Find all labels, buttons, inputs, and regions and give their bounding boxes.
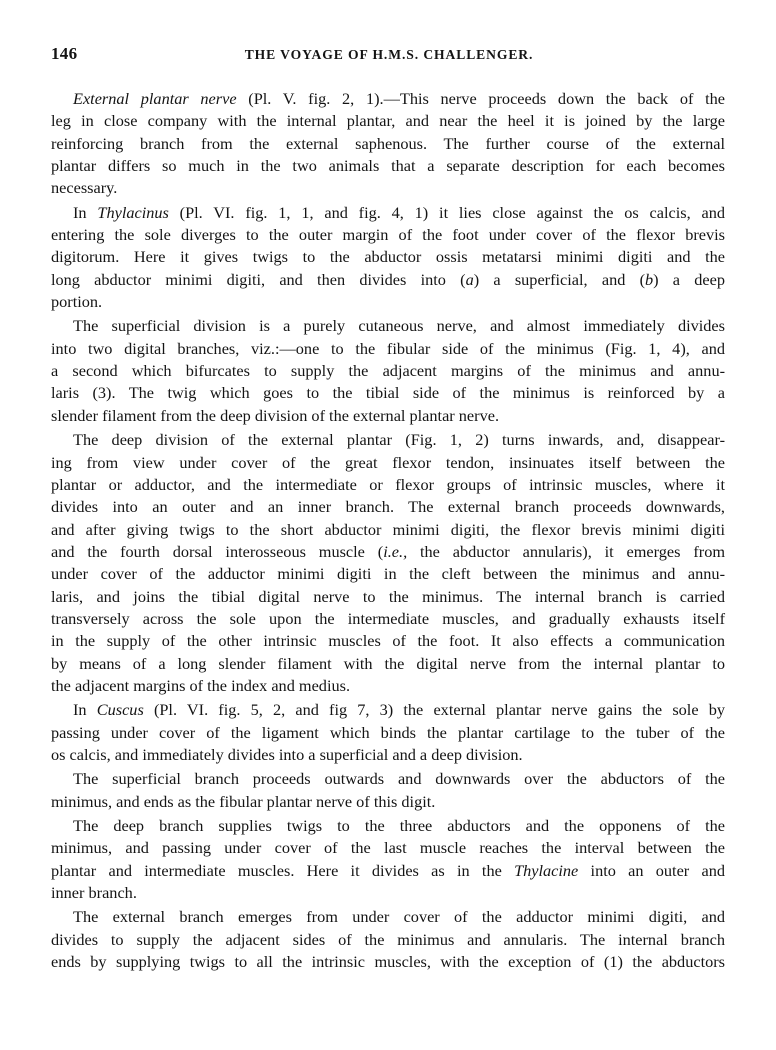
- text-line: [51, 133, 725, 155]
- paragraph: [51, 815, 725, 904]
- text-line: [51, 608, 725, 630]
- italic-text: Cuscus: [96, 700, 144, 720]
- text-line: [51, 429, 725, 451]
- text-line: [51, 405, 725, 427]
- text-run: divides to supply the adjacent sides of the minimus and annularis. The internal branch: [51, 929, 725, 949]
- text-run: slender filament from the deep division of the external plantar nerve.: [51, 405, 500, 425]
- text-run: ) a superficial, and (: [473, 269, 646, 289]
- paragraph: [51, 429, 725, 697]
- italic-text: b: [645, 269, 654, 289]
- text-run: into two digital branches, viz.:—one to the fibular side of the minimus (Fig. 1, 4), and: [51, 338, 725, 358]
- paragraph: [51, 768, 725, 813]
- text-line: [51, 563, 725, 585]
- italic-text: Thylacine: [514, 860, 579, 880]
- paragraph: [51, 906, 725, 973]
- text-line: [51, 291, 725, 313]
- text-run: The superficial division is a purely cutaneous nerve, and almost immediately divides: [73, 316, 725, 336]
- text-run: In: [73, 700, 97, 720]
- paragraph: [51, 699, 725, 766]
- text-line: [51, 860, 725, 882]
- text-line: [51, 951, 725, 973]
- text-run: under cover of the adductor minimi digiti in the cleft between the minimus and annu-: [51, 564, 725, 584]
- italic-text: Thylacinus: [97, 202, 169, 222]
- text-run: minimus, and passing under cover of the last muscle reaches the interval between the: [51, 838, 725, 858]
- text-line: [51, 675, 725, 697]
- text-run: ) a deep: [653, 269, 726, 289]
- text-line: [51, 496, 725, 518]
- text-run: inner branch.: [51, 883, 137, 903]
- text-line: [51, 338, 725, 360]
- text-run: The external branch emerges from under cover of the adductor minimi digiti, and: [73, 907, 725, 927]
- text-line: [51, 630, 725, 652]
- text-line: [51, 744, 725, 766]
- text-run: laris, and joins the tibial digital nerve to the minimus. The internal branch is carried: [51, 586, 725, 606]
- text-line: [51, 699, 725, 721]
- italic-text: a: [465, 269, 474, 289]
- text-line: [51, 315, 725, 337]
- page-number: 146: [51, 44, 78, 63]
- text-run: passing under cover of the ligament which binds the plantar cartilage to the tuber of the: [51, 722, 725, 742]
- italic-text: External plantar nerve: [73, 89, 237, 108]
- text-run: portion.: [51, 292, 103, 312]
- text-run: and the fourth dorsal interosseous muscle (: [51, 541, 384, 561]
- text-run: os calcis, and immediately divides into a superficial and a deep division.: [51, 744, 523, 764]
- text-line: [51, 791, 725, 813]
- text-line: [51, 110, 725, 132]
- text-run: The deep division of the external plantar (Fig. 1, 2) turns inwards, and, disappear-: [73, 430, 725, 450]
- text-run: divides into an outer and an inner branch. The external branch proceeds downwards,: [51, 497, 725, 517]
- text-run: plantar and intermediate muscles. Here it divides as in the: [51, 860, 515, 880]
- text-line: [51, 452, 725, 474]
- text-run: by means of a long slender filament with the digital nerve from the internal plantar to: [51, 653, 725, 673]
- text-line: [51, 269, 725, 291]
- text-run: the adjacent margins of the index and medius.: [51, 675, 351, 695]
- text-line: [51, 882, 725, 904]
- paragraph: [51, 315, 725, 427]
- paragraph: [51, 88, 725, 200]
- text-line: [51, 474, 725, 496]
- paragraph: [51, 202, 725, 314]
- text-run: digitorum. Here it gives twigs to the abductor ossis metatarsi minimi digiti and the: [51, 247, 725, 267]
- text-run: in the supply of the other intrinsic muscles of the foot. It also effects a communication: [51, 631, 725, 651]
- text-line: [51, 768, 725, 790]
- text-run: laris (3). The twig which goes to the tibial side of the minimus is reinforced by a: [51, 383, 725, 403]
- text-run: (Pl. VI. fig. 1, 1, and fig. 4, 1) it lies close against the os calcis, and: [168, 202, 725, 222]
- text-run: necessary.: [51, 178, 118, 198]
- text-run: leg in close company with the internal plantar, and near the heel it is joined by the large: [51, 111, 725, 131]
- body-text: [51, 88, 725, 975]
- text-line: [51, 653, 725, 675]
- text-line: [51, 929, 725, 951]
- text-line: [51, 224, 725, 246]
- text-run: a second which bifurcates to supply the adjacent margins of the minimus and annu-: [51, 361, 725, 381]
- text-run: ends by supplying twigs to all the intrinsic muscles, with the exception of (1) the abductors: [51, 952, 725, 972]
- text-run: (Pl. V. fig. 2, 1).—This nerve proceeds down the back of the: [236, 89, 725, 108]
- text-line: [51, 906, 725, 928]
- text-line: [51, 177, 725, 199]
- text-line: [51, 519, 725, 541]
- text-line: [51, 382, 725, 404]
- text-run: minimus, and ends as the fibular plantar nerve of this digit.: [51, 791, 436, 811]
- text-run: The deep branch supplies twigs to the three abductors and the opponens of the: [73, 816, 725, 835]
- text-run: plantar differs so much in the two animals that a separate description for each becomes: [51, 156, 725, 176]
- text-line: [51, 586, 725, 608]
- text-line: [51, 155, 725, 177]
- text-run: (Pl. VI. fig. 5, 2, and fig 7, 3) the external plantar nerve gains the sole by: [143, 700, 725, 720]
- text-line: [51, 837, 725, 859]
- text-run: long abductor minimi digiti, and then divides into (: [51, 269, 466, 289]
- running-title: THE VOYAGE OF H.M.S. CHALLENGER.: [244, 47, 534, 62]
- text-run: the abductor annularis), it emerges from: [407, 541, 725, 561]
- text-line: [51, 815, 725, 837]
- text-line: [51, 722, 725, 744]
- text-line: [51, 88, 725, 110]
- running-head: [51, 44, 727, 68]
- text-run: transversely across the sole upon the intermediate muscles, and gradually exhausts itself: [51, 608, 725, 628]
- text-line: [51, 541, 725, 563]
- text-run: The superficial branch proceeds outwards and downwards over the abductors of the: [73, 769, 725, 789]
- text-line: [51, 246, 725, 268]
- text-run: ing from view under cover of the great flexor tendon, insinuates itself between the: [51, 452, 725, 472]
- text-line: [51, 360, 725, 382]
- text-line: [51, 202, 725, 224]
- text-run: plantar or adductor, and the intermediate or flexor groups of intrinsic muscles, where it: [51, 474, 725, 494]
- text-run: entering the sole diverges to the outer margin of the foot under cover of the flexor brevis: [51, 225, 725, 245]
- text-run: into an outer and: [578, 860, 725, 880]
- italic-text: i.e.,: [383, 541, 408, 561]
- text-run: and after giving twigs to the short abductor minimi digiti, the flexor brevis minimi digiti: [51, 519, 725, 539]
- text-run: reinforcing branch from the external saphenous. The further course of the external: [51, 133, 725, 153]
- text-run: In: [73, 202, 98, 222]
